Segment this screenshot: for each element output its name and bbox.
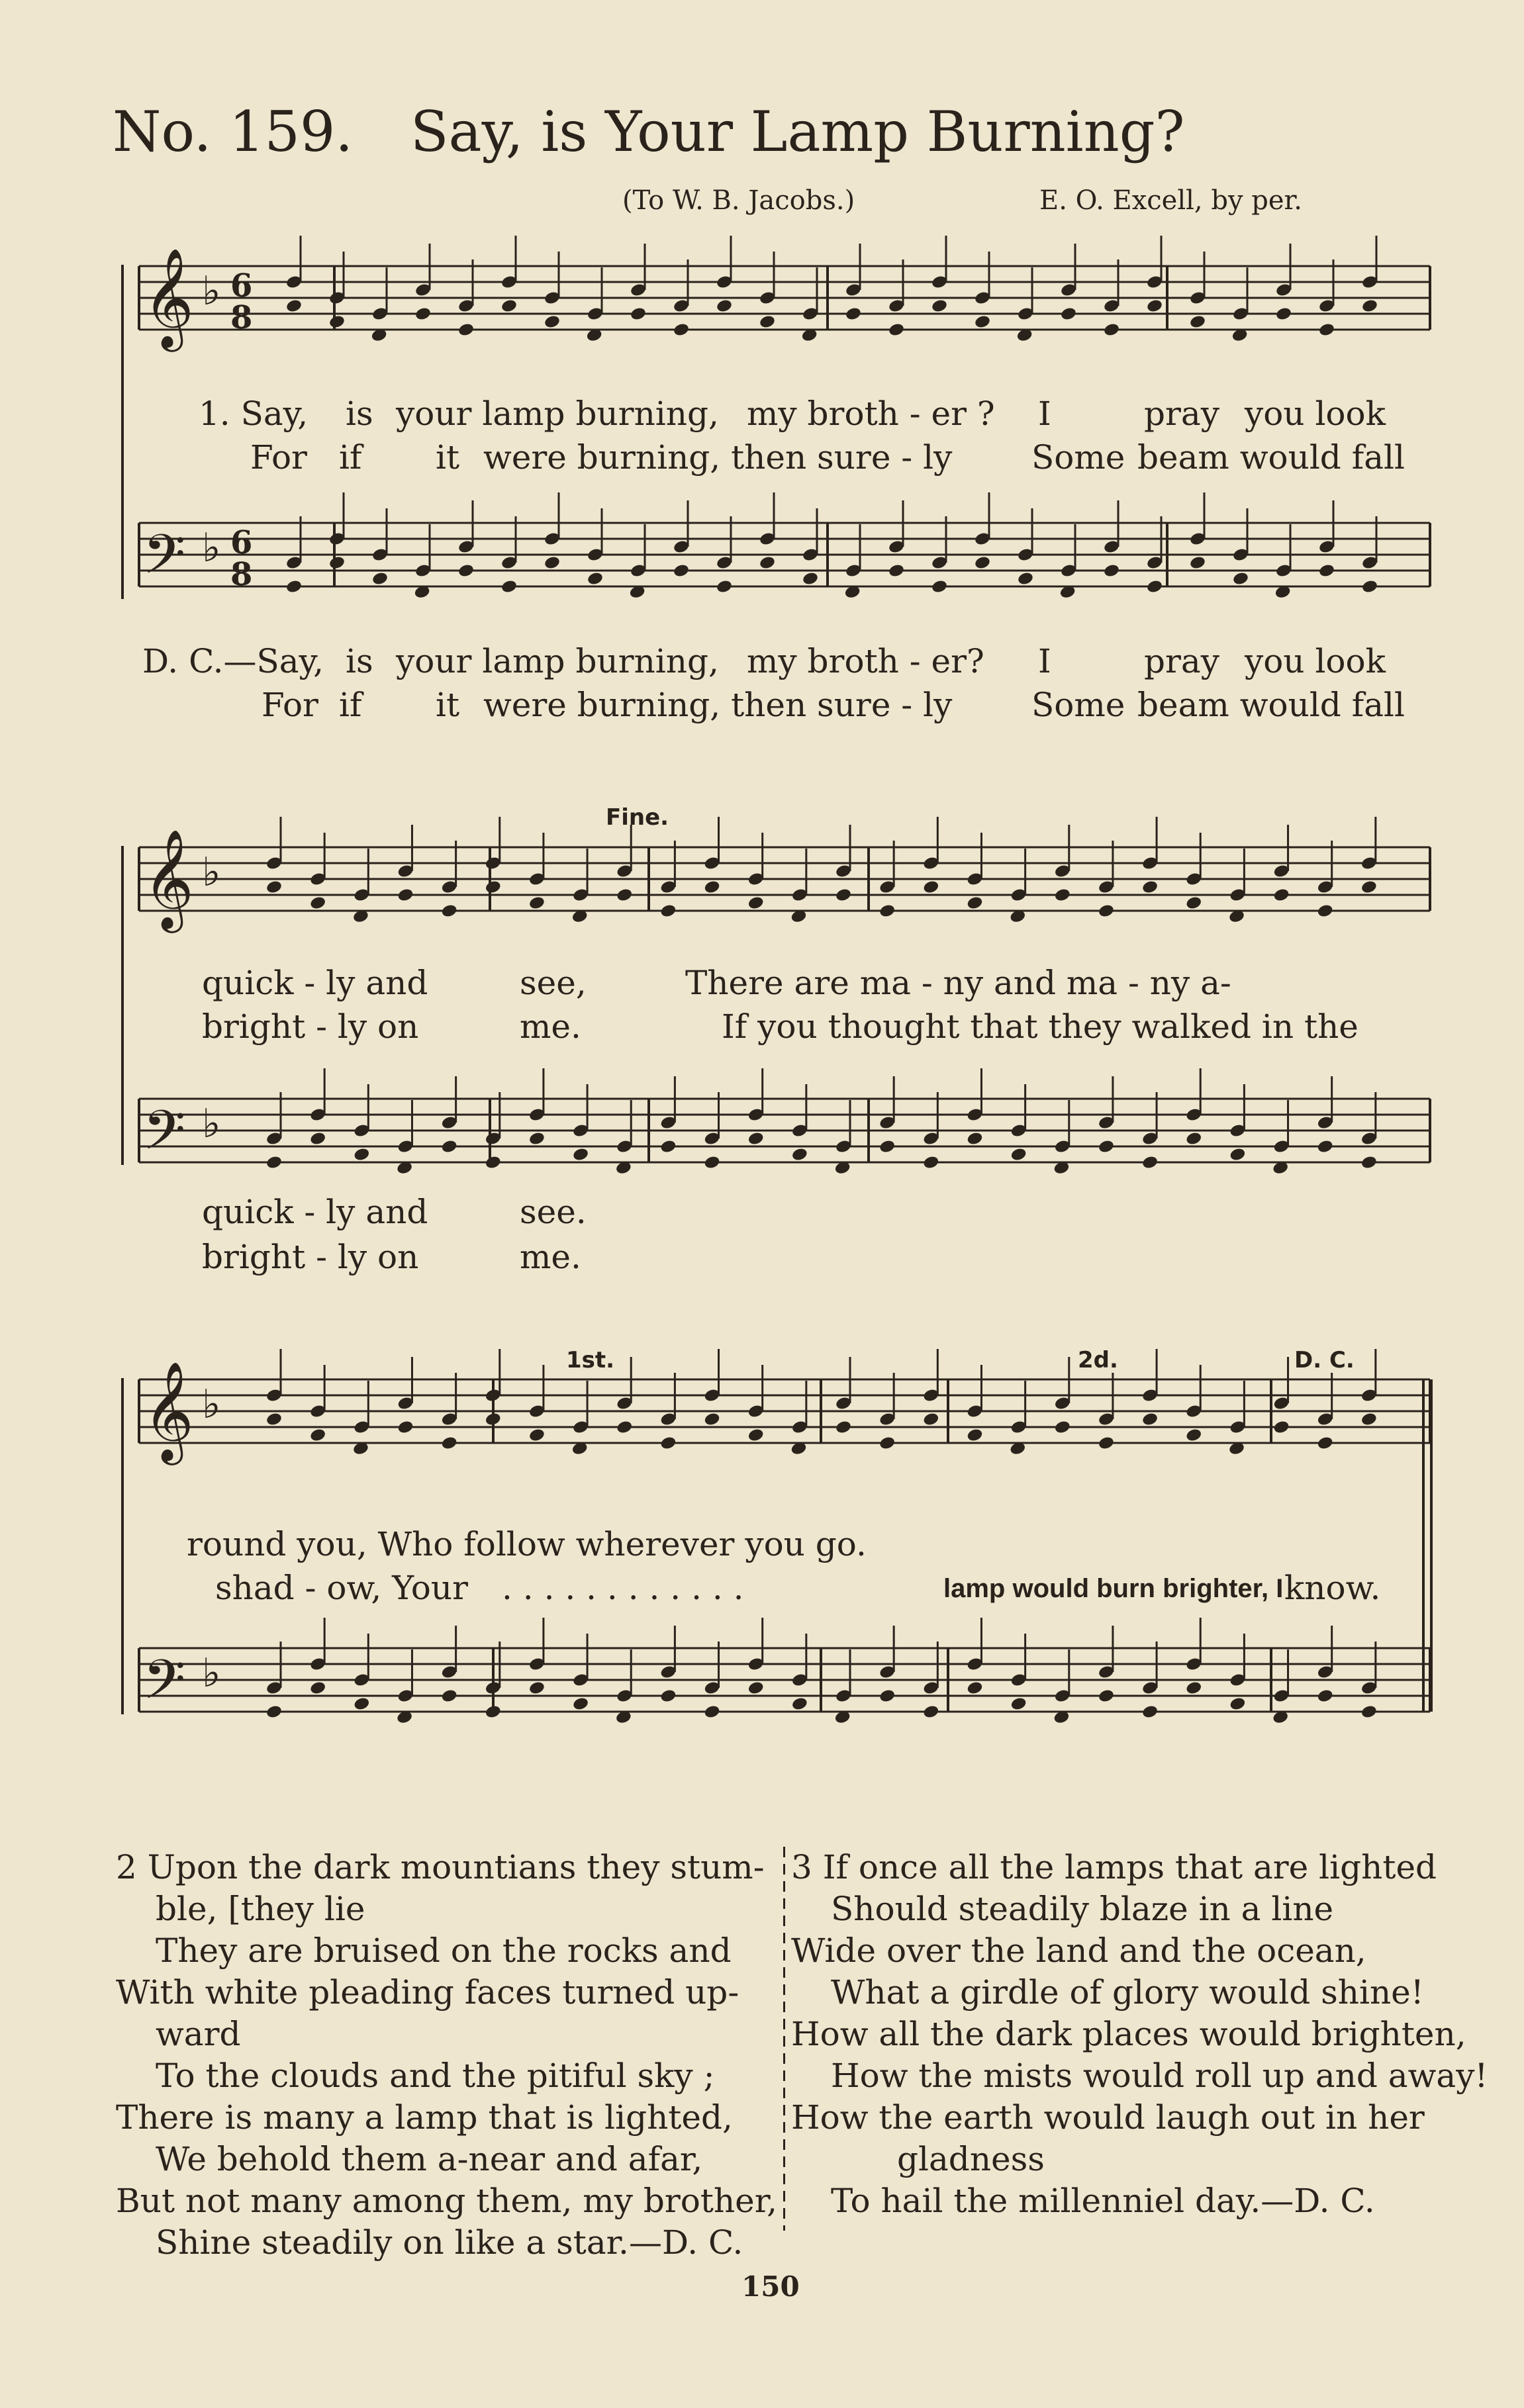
note-head bbox=[441, 903, 458, 919]
note-head bbox=[616, 1420, 633, 1435]
note-head bbox=[397, 1420, 414, 1435]
note-head bbox=[759, 314, 776, 330]
fine-mark: Fine. bbox=[606, 804, 669, 831]
note-head bbox=[1361, 299, 1378, 314]
verse-line: They are bruised on the rocks and bbox=[156, 1931, 732, 1970]
flat-sign: ♭ bbox=[202, 1381, 221, 1428]
lyric: your lamp burning, bbox=[396, 642, 719, 680]
note-head bbox=[1146, 299, 1163, 314]
verse-line: To the clouds and the pitiful sky ; bbox=[156, 2057, 715, 2095]
lyric: see, bbox=[520, 964, 587, 1002]
time-signature: 6 bbox=[230, 267, 253, 304]
note-head bbox=[1232, 571, 1249, 586]
note-head bbox=[747, 1681, 765, 1696]
note-head bbox=[1361, 579, 1378, 594]
note-head bbox=[1054, 888, 1071, 903]
note-head bbox=[888, 322, 905, 338]
note-head bbox=[1229, 1696, 1246, 1712]
verse-line: Wide over the land and the ocean, bbox=[791, 1931, 1366, 1970]
note-head bbox=[716, 579, 733, 594]
note-head bbox=[353, 1696, 370, 1712]
note-head bbox=[659, 903, 677, 919]
lyric: quick - ly and bbox=[202, 1193, 428, 1231]
time-signature: 8 bbox=[230, 556, 253, 593]
note-head bbox=[703, 1155, 720, 1170]
note-head bbox=[1229, 1147, 1246, 1162]
note-head bbox=[966, 896, 983, 911]
dedication: (To W. B. Jacobs.) bbox=[622, 185, 855, 216]
lyric: my broth - er? bbox=[747, 642, 984, 680]
note-head bbox=[673, 322, 690, 338]
note-head bbox=[931, 299, 948, 314]
note-head bbox=[966, 1428, 983, 1443]
note-head bbox=[922, 880, 939, 895]
lyric: it bbox=[436, 438, 460, 477]
note-head bbox=[922, 1155, 939, 1170]
note-head bbox=[485, 1412, 502, 1427]
note-head bbox=[703, 1704, 720, 1720]
note-head bbox=[673, 563, 690, 579]
verse-line: To hail the millenniel day.—D. C. bbox=[831, 2182, 1375, 2220]
note-head bbox=[616, 888, 633, 903]
verse-line: Shine steadily on like a star.—D. C. bbox=[156, 2223, 743, 2262]
flat-sign: ♭ bbox=[202, 1650, 221, 1696]
lyric: see. bbox=[520, 1193, 587, 1231]
note-head bbox=[879, 1436, 896, 1451]
note-head bbox=[1360, 1704, 1378, 1720]
lyric: were burning, then sure - ly bbox=[483, 438, 953, 477]
lyric: pray bbox=[1144, 394, 1219, 433]
note-head bbox=[659, 1436, 677, 1451]
note-head bbox=[879, 1689, 896, 1704]
dc-mark: D. C. bbox=[1294, 1347, 1355, 1373]
note-head bbox=[879, 903, 896, 919]
note-head bbox=[1017, 571, 1034, 586]
note-head bbox=[587, 571, 604, 586]
note-head bbox=[759, 555, 776, 571]
flat-sign: ♭ bbox=[202, 268, 221, 314]
verse-line: We behold them a-near and afar, bbox=[156, 2140, 703, 2178]
note-head bbox=[1141, 1412, 1159, 1427]
lyric: I bbox=[1038, 394, 1051, 433]
note-head bbox=[485, 1704, 502, 1720]
note-head bbox=[835, 1420, 852, 1435]
note-head bbox=[630, 306, 647, 322]
note-head bbox=[309, 1131, 326, 1146]
lyric: beam would fall bbox=[1137, 686, 1405, 724]
note-head bbox=[285, 299, 303, 314]
note-head bbox=[1317, 1436, 1334, 1451]
note-head bbox=[791, 1696, 808, 1712]
note-head bbox=[544, 555, 561, 571]
lyric: I bbox=[1038, 642, 1051, 680]
note-head bbox=[309, 1428, 326, 1443]
note-head bbox=[703, 880, 720, 895]
lyric: it bbox=[436, 686, 460, 724]
note-head bbox=[371, 571, 389, 586]
verse-line: 2 Upon the dark mountians they stum- bbox=[116, 1848, 765, 1886]
lyric: know. bbox=[1284, 1569, 1381, 1607]
note-head bbox=[328, 314, 346, 330]
note-head bbox=[1185, 1428, 1202, 1443]
lyric: For bbox=[262, 686, 318, 724]
note-head bbox=[922, 1704, 939, 1720]
note-head bbox=[1185, 1681, 1202, 1696]
note-head bbox=[572, 1147, 589, 1162]
note-head bbox=[845, 306, 862, 322]
note-head bbox=[1189, 314, 1206, 330]
note-head bbox=[265, 1704, 283, 1720]
note-head bbox=[328, 555, 346, 571]
note-head bbox=[1098, 1139, 1115, 1154]
note-head bbox=[500, 579, 518, 594]
note-head bbox=[747, 1428, 765, 1443]
bass-clef: 𝄢 bbox=[143, 1098, 186, 1176]
note-head bbox=[659, 1689, 677, 1704]
lyric: bright - ly on bbox=[202, 1007, 419, 1046]
note-head bbox=[1098, 1689, 1115, 1704]
note-head bbox=[309, 896, 326, 911]
note-head bbox=[265, 880, 283, 895]
note-head bbox=[1141, 880, 1159, 895]
verse-line: With white pleading faces turned up- bbox=[116, 1973, 739, 2012]
lyric-dots: . . . . . . . . . . . . bbox=[502, 1569, 744, 1607]
lyric: if bbox=[339, 438, 362, 477]
note-head bbox=[1189, 555, 1206, 571]
verse-line: Should steadily blaze in a line bbox=[831, 1890, 1334, 1928]
bass-clef: 𝄢 bbox=[143, 1647, 186, 1725]
lyric: There are ma - ny and ma - ny a- bbox=[685, 964, 1231, 1002]
note-head bbox=[1141, 1704, 1159, 1720]
note-head bbox=[747, 1131, 765, 1146]
note-head bbox=[659, 1139, 677, 1154]
verse-line: How the mists would roll up and away! bbox=[831, 2057, 1488, 2095]
note-head bbox=[457, 563, 475, 579]
verse-line: gladness bbox=[897, 2140, 1045, 2178]
note-head bbox=[716, 299, 733, 314]
note-head bbox=[791, 1147, 808, 1162]
note-head bbox=[485, 880, 502, 895]
note-head bbox=[1360, 880, 1378, 895]
note-head bbox=[500, 299, 518, 314]
note-head bbox=[485, 1155, 502, 1170]
lyric: quick - ly and bbox=[202, 964, 428, 1002]
note-head bbox=[414, 306, 432, 322]
lyric: is bbox=[346, 394, 373, 433]
bass-clef: 𝄢 bbox=[143, 522, 186, 600]
treble-clef: 𝄞 bbox=[143, 1360, 194, 1461]
lyric: bright - ly on bbox=[202, 1238, 419, 1276]
flat-sign: ♭ bbox=[202, 849, 221, 896]
note-head bbox=[974, 314, 991, 330]
composer: E. O. Excell, by per. bbox=[1039, 185, 1302, 216]
lyric: For bbox=[250, 438, 307, 477]
note-head bbox=[441, 1139, 458, 1154]
note-head bbox=[974, 555, 991, 571]
note-head bbox=[1317, 1139, 1334, 1154]
lyric: Some bbox=[1031, 686, 1125, 724]
note-head bbox=[802, 571, 819, 586]
note-head bbox=[1103, 563, 1120, 579]
hymn-title: Say, is Your Lamp Burning? bbox=[410, 99, 1185, 164]
note-head bbox=[1360, 1412, 1378, 1427]
note-head bbox=[922, 1412, 939, 1427]
note-head bbox=[544, 314, 561, 330]
flat-sign: ♭ bbox=[202, 525, 221, 571]
flat-sign: ♭ bbox=[202, 1101, 221, 1147]
verse-line: But not many among them, my brother, bbox=[116, 2182, 778, 2220]
lyric: 1. Say, bbox=[199, 394, 309, 433]
note-head bbox=[441, 1436, 458, 1451]
note-head bbox=[1010, 1147, 1027, 1162]
verse-line: ble, [they lie bbox=[156, 1890, 365, 1928]
lyric: If you thought that they walked in the bbox=[722, 1007, 1358, 1046]
note-head bbox=[572, 1696, 589, 1712]
note-head bbox=[528, 1131, 546, 1146]
note-head bbox=[747, 896, 765, 911]
verse-line: ward bbox=[156, 2015, 241, 2053]
page-number: 150 bbox=[741, 2270, 800, 2303]
verse-line: 3 If once all the lamps that are lighted bbox=[791, 1848, 1437, 1886]
note-head bbox=[966, 1681, 983, 1696]
note-head bbox=[703, 1412, 720, 1427]
note-head bbox=[457, 322, 475, 338]
first-ending-mark: 1st. bbox=[566, 1347, 615, 1373]
note-head bbox=[1275, 306, 1292, 322]
treble-clef: 𝄞 bbox=[143, 247, 194, 347]
time-signature: 6 bbox=[230, 524, 253, 561]
note-head bbox=[528, 896, 546, 911]
note-head bbox=[528, 1428, 546, 1443]
verse-line: What a girdle of glory would shine! bbox=[831, 1973, 1424, 2012]
note-head bbox=[1054, 1420, 1071, 1435]
lyric: you look bbox=[1245, 394, 1386, 433]
note-head bbox=[931, 579, 948, 594]
note-head bbox=[397, 888, 414, 903]
note-head bbox=[1272, 1420, 1290, 1435]
lyric: Some bbox=[1031, 438, 1125, 477]
verse-3 bbox=[791, 1847, 1488, 2222]
verse-line: How the earth would laugh out in her bbox=[791, 2098, 1425, 2137]
note-head bbox=[879, 1139, 896, 1154]
lyric: if bbox=[339, 686, 362, 724]
note-head bbox=[1146, 579, 1163, 594]
note-head bbox=[353, 1147, 370, 1162]
lyric: pray bbox=[1144, 642, 1219, 680]
note-head bbox=[265, 1155, 283, 1170]
note-head bbox=[528, 1681, 546, 1696]
note-head bbox=[1098, 1436, 1115, 1451]
note-head bbox=[1141, 1155, 1159, 1170]
verse-2 bbox=[116, 1847, 777, 2264]
note-head bbox=[1272, 888, 1290, 903]
lyric: round you, Who follow wherever you go. bbox=[187, 1525, 867, 1563]
note-head bbox=[1185, 896, 1202, 911]
hymn-number: No. 159. bbox=[113, 99, 354, 164]
lyric: my broth - er ? bbox=[747, 394, 995, 433]
note-head bbox=[1317, 903, 1334, 919]
note-head bbox=[1360, 1155, 1378, 1170]
note-head bbox=[835, 888, 852, 903]
note-head bbox=[1103, 322, 1120, 338]
time-signature: 8 bbox=[230, 299, 253, 336]
note-head bbox=[1010, 1696, 1027, 1712]
note-head bbox=[309, 1681, 326, 1696]
verse-divider bbox=[783, 1847, 785, 2231]
second-ending-mark: 2d. bbox=[1078, 1347, 1118, 1373]
lyric: is bbox=[346, 642, 373, 680]
verse-line: There is many a lamp that is lighted, bbox=[116, 2098, 733, 2137]
note-head bbox=[966, 1131, 983, 1146]
lyric: you look bbox=[1245, 642, 1386, 680]
lyric: your lamp burning, bbox=[396, 394, 719, 433]
lyric: beam would fall bbox=[1137, 438, 1405, 477]
lyric: were burning, then sure - ly bbox=[483, 686, 953, 724]
note-head bbox=[888, 563, 905, 579]
lyric: me. bbox=[520, 1007, 581, 1046]
note-head bbox=[285, 579, 303, 594]
note-head bbox=[1098, 903, 1115, 919]
note-head bbox=[265, 1412, 283, 1427]
note-head bbox=[1185, 1131, 1202, 1146]
note-head bbox=[1318, 563, 1335, 579]
verse-line: How all the dark places would brighten, bbox=[791, 2015, 1466, 2053]
lyric: D. C.—Say, bbox=[142, 642, 324, 680]
treble-clef: 𝄞 bbox=[143, 828, 194, 929]
lyric: me. bbox=[520, 1238, 581, 1276]
note-head bbox=[441, 1689, 458, 1704]
note-head bbox=[1317, 1689, 1334, 1704]
lyric: lamp would burn brighter, I bbox=[943, 1574, 1284, 1603]
note-head bbox=[1060, 306, 1077, 322]
note-head bbox=[1318, 322, 1335, 338]
lyric: shad - ow, Your bbox=[215, 1569, 468, 1607]
